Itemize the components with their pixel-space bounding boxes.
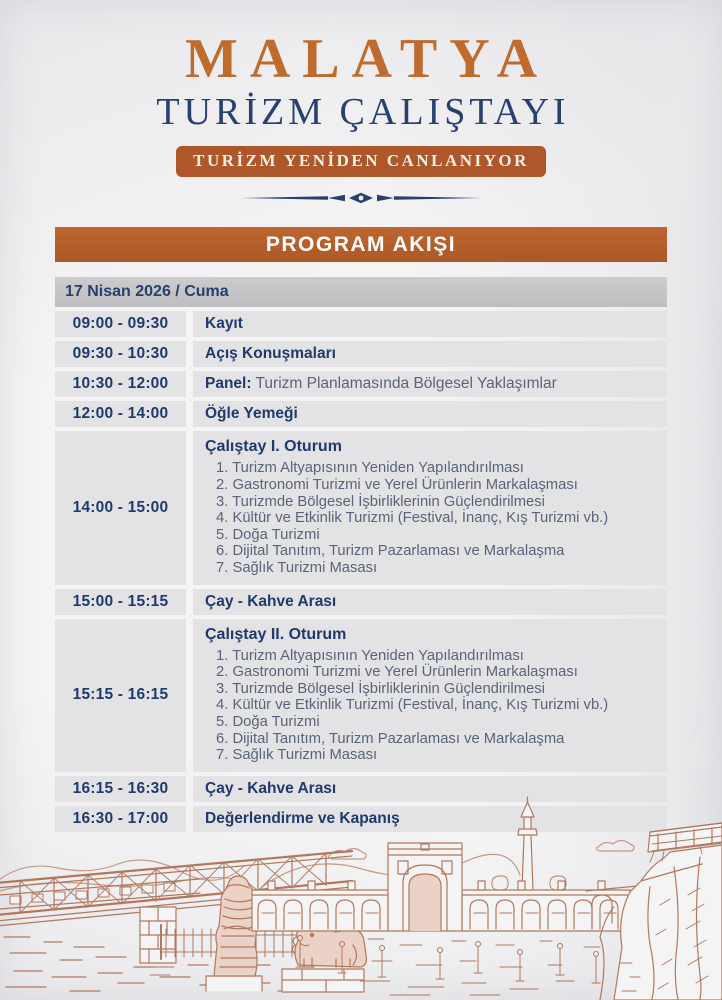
event-label-detail: Turizm Planlamasında Bölgesel Yaklaşımlar [251,375,557,393]
ornament-divider-icon [236,190,486,206]
session-item: 1. Turizm Altyapısının Yeniden Yapılandırılması [216,460,524,477]
date-header: 17 Nisan 2026 / Cuma [55,277,667,307]
session-item: 7. Sağlık Turizmi Masası [216,747,378,764]
time-cell: 15:00 - 15:15 [55,589,186,615]
schedule-row [55,401,667,427]
page-title: MALATYA [184,28,550,90]
event-cell [193,619,667,772]
session-item: 7. Sağlık Turizmi Masası [216,560,378,577]
event-label: Kayıt [205,315,243,333]
program-heading-bar: PROGRAM AKIŞI [55,227,667,262]
session-title: Çalıştay II. Oturum [205,625,347,643]
event-cell [193,401,667,427]
event-cell [193,371,667,397]
malatya-landmarks-illustration [0,795,722,1000]
event-cell [193,589,667,615]
event-cell [193,341,667,367]
time-cell: 09:30 - 10:30 [55,341,186,367]
session-item: 5. Doğa Turizmi [216,714,320,731]
event-label: Öğle Yemeği [205,405,298,423]
session-item: 6. Dijital Tanıtım, Turizm Pazarlaması ve Markalaşma [216,730,565,747]
event-label: Çay - Kahve Arası [205,779,337,797]
poster-header [0,0,722,206]
session-item: 2. Gastronomi Turizmi ve Yerel Ürünlerin Markalaşması [216,664,578,681]
session-item: 3. Turizmde Bölgesel İşbirliklerinin Güçlendirilmesi [216,680,545,697]
event-cell [193,311,667,337]
session-item: 4. Kültür ve Etkinlik Turizmi (Festival, İnanç, Kış Turizmi vb.) [216,697,609,714]
session-title: Çalıştay I. Oturum [205,438,342,456]
schedule-row [55,311,667,337]
event-label: Çay - Kahve Arası [205,592,337,610]
schedule-row [55,341,667,367]
schedule-row [55,589,667,615]
ground-illustration [360,939,600,995]
event-label: Açış Konuşmaları [205,345,336,363]
minaret-illustration [518,797,537,891]
schedule-row [55,371,667,397]
session-item: 2. Gastronomi Turizmi ve Yerel Ürünlerin Markalaşması [216,477,578,494]
time-cell: 15:15 - 16:15 [55,619,186,772]
event-label: Panel: [205,375,252,393]
time-cell: 12:00 - 14:00 [55,401,186,427]
session-item: 1. Turizm Altyapısının Yeniden Yapılandırılması [216,647,524,664]
time-cell: 16:15 - 16:30 [55,776,186,802]
schedule-row-session-2 [55,619,667,772]
time-cell: 14:00 - 15:00 [55,431,186,584]
session-item: 3. Turizmde Bölgesel İşbirliklerinin Güçlendirilmesi [216,493,545,510]
event-label: Değerlendirme ve Kapanış [205,809,400,827]
schedule-row-session-1 [55,431,667,584]
event-cell [193,431,667,584]
session-item: 4. Kültür ve Etkinlik Turizmi (Festival, İnanç, Kış Turizmi vb.) [216,510,609,527]
schedule-table [55,277,667,831]
session-item: 5. Doğa Turizmi [216,526,320,543]
tagline-badge: TURİZM YENİDEN CANLANIYOR [176,146,546,177]
page-subtitle: TURİZM ÇALIŞTAYI [156,90,570,133]
time-cell: 10:30 - 12:00 [55,371,186,397]
time-cell: 09:00 - 09:30 [55,311,186,337]
session-item: 6. Dijital Tanıtım, Turizm Pazarlaması ve Markalaşma [216,543,565,560]
caravanserai-illustration [252,797,630,931]
time-cell: 16:30 - 17:00 [55,806,186,832]
